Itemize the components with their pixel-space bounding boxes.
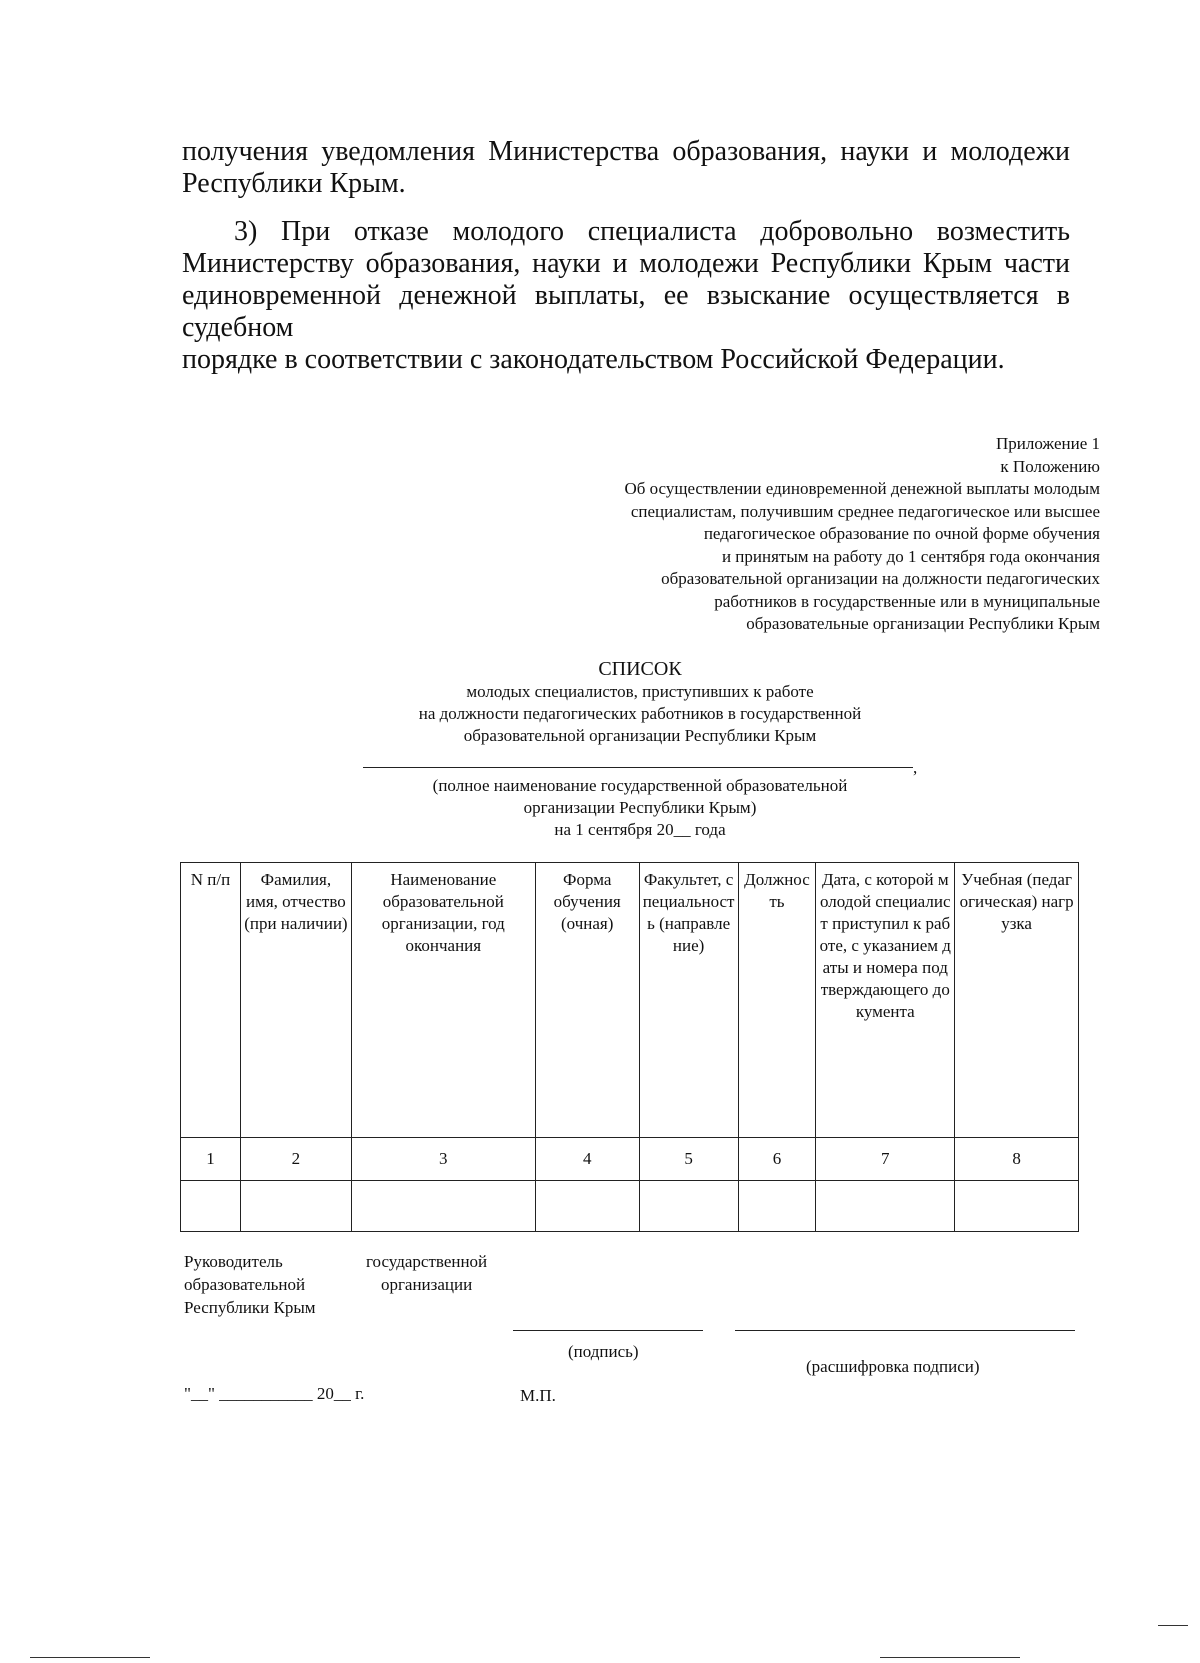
- text-line: единовременной денежной выплаты, ее взыскание осуществляется в судебном: [182, 280, 1070, 343]
- subtitle-line: образовательной организации Республики Крым: [463, 726, 817, 745]
- table-cell: [240, 1181, 351, 1232]
- appendix-line: работников в государственные или в муниципальные: [714, 591, 1100, 611]
- signature-decode-blank: [735, 1330, 1075, 1331]
- table-cell: [738, 1181, 816, 1232]
- appendix-line: образовательной организации на должности педагогических: [661, 569, 1100, 588]
- caption-line: (полное наименование государственной образовательной: [432, 776, 848, 795]
- caption-line: организации Республики Крым): [523, 798, 757, 817]
- text-line: 3) При отказе молодого специалиста добровольно возместить: [234, 216, 1070, 247]
- column-number: 2: [240, 1138, 351, 1181]
- column-header: Форма обучения (очная): [535, 863, 639, 1138]
- subtitle-line: на должности педагогических работников в государственной: [418, 704, 862, 723]
- signer-line: Республики Крым: [184, 1298, 316, 1317]
- signer-title-continued: [366, 1250, 487, 1296]
- list-title: СПИСОК: [598, 658, 682, 680]
- specialists-table: [180, 862, 1079, 1232]
- appendix-line: Об осуществлении единовременной денежной выплаты молодым: [624, 479, 1100, 498]
- table-cell: [181, 1181, 241, 1232]
- scan-edge-mark: [880, 1657, 1020, 1658]
- organization-name-blank: [363, 767, 913, 768]
- column-number: 7: [816, 1138, 955, 1181]
- table-cell: [955, 1181, 1079, 1232]
- column-header: Должность: [738, 863, 816, 1138]
- text-line: порядке в соответствии с законодательством Российской Федерации.: [182, 344, 1005, 375]
- appendix-header: [500, 433, 1100, 636]
- table-column-numbers-row: [181, 1138, 1079, 1181]
- appendix-line: педагогическое образование по очной форме обучения: [703, 524, 1100, 543]
- appendix-line: специалистам, получившим среднее педагогическое или высшее: [630, 501, 1100, 521]
- signer-line: организации: [380, 1275, 473, 1294]
- text-line: Министерству образования, науки и молодежи Республики Крым части: [182, 248, 1070, 279]
- signature-blank: [513, 1330, 703, 1331]
- column-header: Фамилия, имя, отчество (при наличии): [240, 863, 351, 1138]
- column-number: 4: [535, 1138, 639, 1181]
- scan-edge-mark: [30, 1657, 150, 1658]
- column-header: Факультет, специальность (направление): [639, 863, 738, 1138]
- signer-line: государственной: [366, 1252, 488, 1271]
- scan-edge-mark: [1158, 1625, 1188, 1626]
- column-header: Учебная (педагогическая) нагрузка: [955, 863, 1079, 1138]
- signature-caption: (подпись): [568, 1342, 639, 1361]
- date-field: "__" ___________ 20__ г.: [184, 1384, 365, 1403]
- column-header: N п/п: [181, 863, 241, 1138]
- signature-decode-caption: (расшифровка подписи): [806, 1357, 980, 1376]
- column-number: 8: [955, 1138, 1079, 1181]
- table-cell: [816, 1181, 955, 1232]
- paragraph-continuation: [182, 136, 1070, 200]
- column-header: Дата, с которой молодой специалист приступил к работе, с указанием даты и номера подтверждающего документа: [816, 863, 955, 1138]
- stamp-placeholder: М.П.: [520, 1386, 556, 1405]
- text-line: получения уведомления Министерства образования, науки и молодежи: [182, 136, 1070, 167]
- signer-line: образовательной: [184, 1275, 306, 1294]
- column-header: Наименование образовательной организации, год окончания: [351, 863, 535, 1138]
- appendix-number: Приложение 1: [996, 434, 1100, 453]
- column-number: 1: [181, 1138, 241, 1181]
- column-number: 3: [351, 1138, 535, 1181]
- appendix-line: образовательные организации Республики Крым: [746, 614, 1100, 633]
- signer-line: Руководитель: [184, 1252, 283, 1271]
- appendix-line: к Положению: [1000, 456, 1100, 476]
- text-line: Республики Крым.: [182, 168, 406, 199]
- signer-title: [184, 1250, 316, 1319]
- table-cell: [639, 1181, 738, 1232]
- table-empty-row: [181, 1181, 1079, 1232]
- appendix-line: и принятым на работу до 1 сентября года окончания: [721, 546, 1100, 566]
- table-cell: [535, 1181, 639, 1232]
- subtitle-line: молодых специалистов, приступивших к работе: [466, 682, 814, 701]
- table-cell: [351, 1181, 535, 1232]
- organization-line-comma: ,: [913, 758, 918, 777]
- column-number: 6: [738, 1138, 816, 1181]
- organization-caption: [350, 775, 930, 841]
- table-header-row: [181, 863, 1079, 1138]
- caption-date-line: на 1 сентября 20__ года: [554, 820, 726, 839]
- column-number: 5: [639, 1138, 738, 1181]
- paragraph-item-3: [182, 216, 1070, 376]
- list-subtitle: [350, 681, 930, 747]
